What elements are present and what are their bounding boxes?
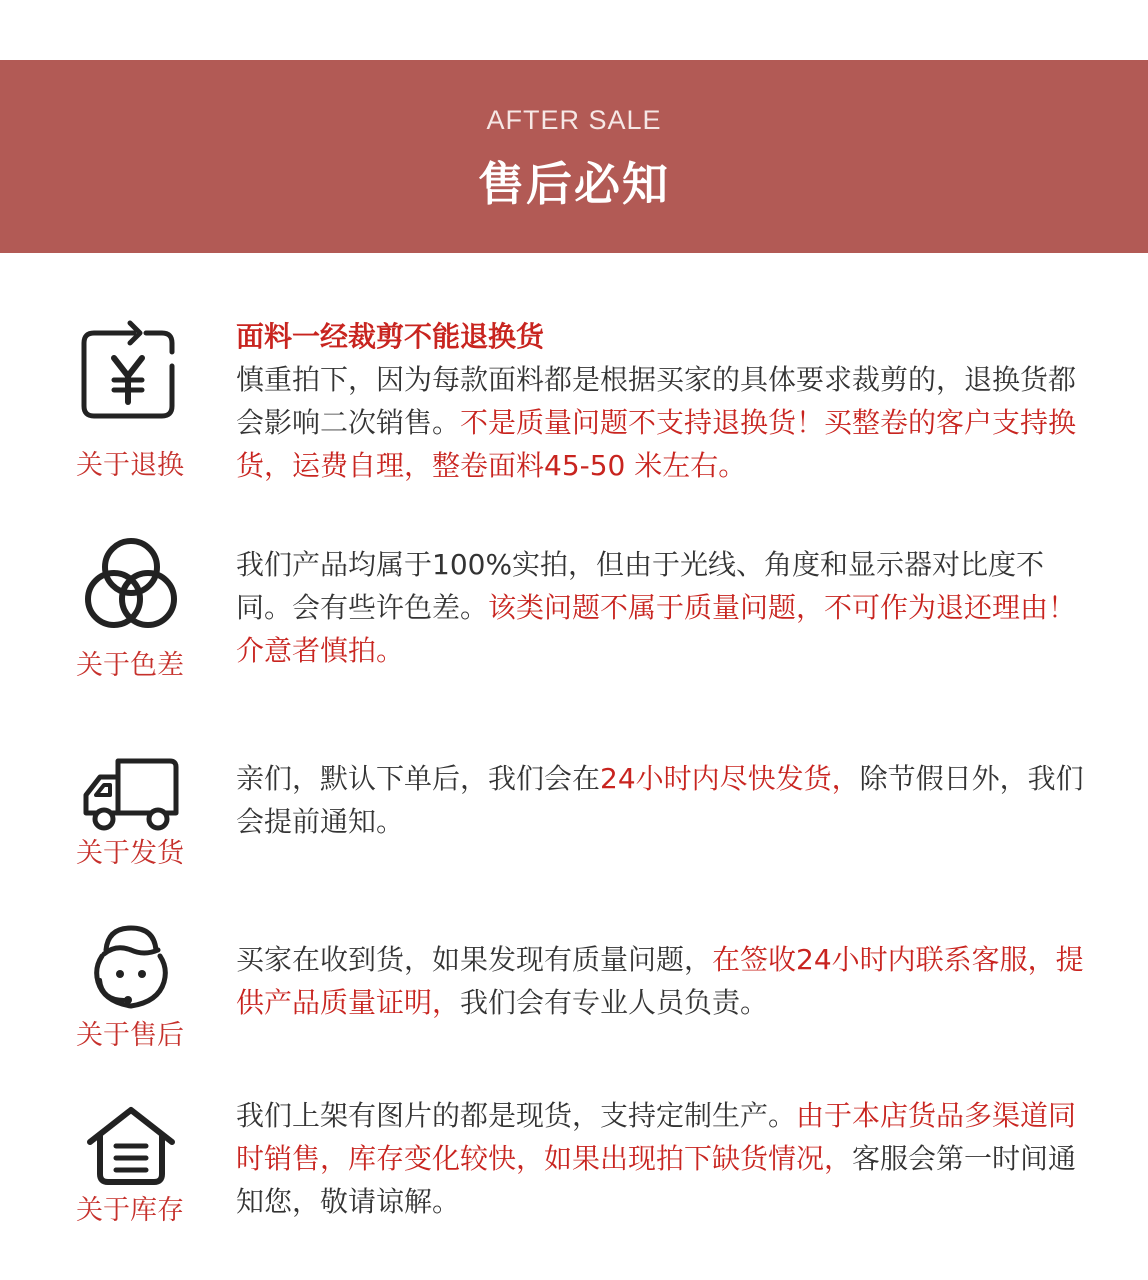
color-text-2: 该类问题不属于质量问题，不可作为退还理由！介意者慎拍。 [236,591,1077,667]
returns-title: 面料一经裁剪不能退换货 [236,320,545,353]
inventory-text-2: 由于本店货品多渠道同时销售，库存变化较快，如果出现拍下缺货情况， [236,1099,1077,1175]
header-en-title: AFTER SALE [486,105,662,135]
header-banner [0,60,1148,253]
caption-aftersale: 关于售后 [76,1020,184,1051]
text-inventory [236,1094,1086,1223]
inventory-text-3: 客服会第一时间通知您，敬请谅解。 [236,1142,1077,1218]
caption-inventory: 关于库存 [76,1195,184,1226]
caption-shipping: 关于发货 [76,838,184,869]
text-color [236,543,1086,672]
shipping-text-2: 24小时内尽快发货， [600,762,860,795]
text-aftersale [236,938,1086,1024]
color-text-1: 我们产品均属于100%实拍，但由于光线、角度和显示器对比度不同。会有些许色差。 [236,548,1045,624]
aftersale-text-3: 我们会有专业人员负责。 [460,986,769,1019]
shipping-text-1: 亲们，默认下单后，我们会在 [236,762,601,795]
shipping-text-3: 除节假日外，我们会提前通知。 [236,762,1084,838]
caption-color: 关于色差 [76,650,184,681]
color-circles-icon [72,533,190,637]
warehouse-icon [72,1095,190,1199]
returns-text-1: 慎重拍下，因为每款面料都是根据买家的具体要求裁剪的，退换货都会影响二次销售。 [236,363,1077,439]
returns-text-2: 不是质量问题不支持退换货！买整卷的客户支持换货，运费自理，整卷面料45-50 米左右。 [236,406,1077,482]
caption-returns: 关于退换 [76,450,184,481]
aftersale-text-2: 在签收24小时内联系客服，提供产品质量证明， [236,943,1084,1019]
header-cn-title: 售后必知 [478,157,670,211]
aftersale-text-1: 买家在收到货，如果发现有质量问题， [236,943,713,976]
customer-service-icon [72,918,190,1022]
inventory-text-1: 我们上架有图片的都是现货，支持定制生产。 [236,1099,797,1132]
text-returns [236,315,1086,487]
yen-return-icon [72,318,190,422]
text-shipping [236,757,1086,843]
